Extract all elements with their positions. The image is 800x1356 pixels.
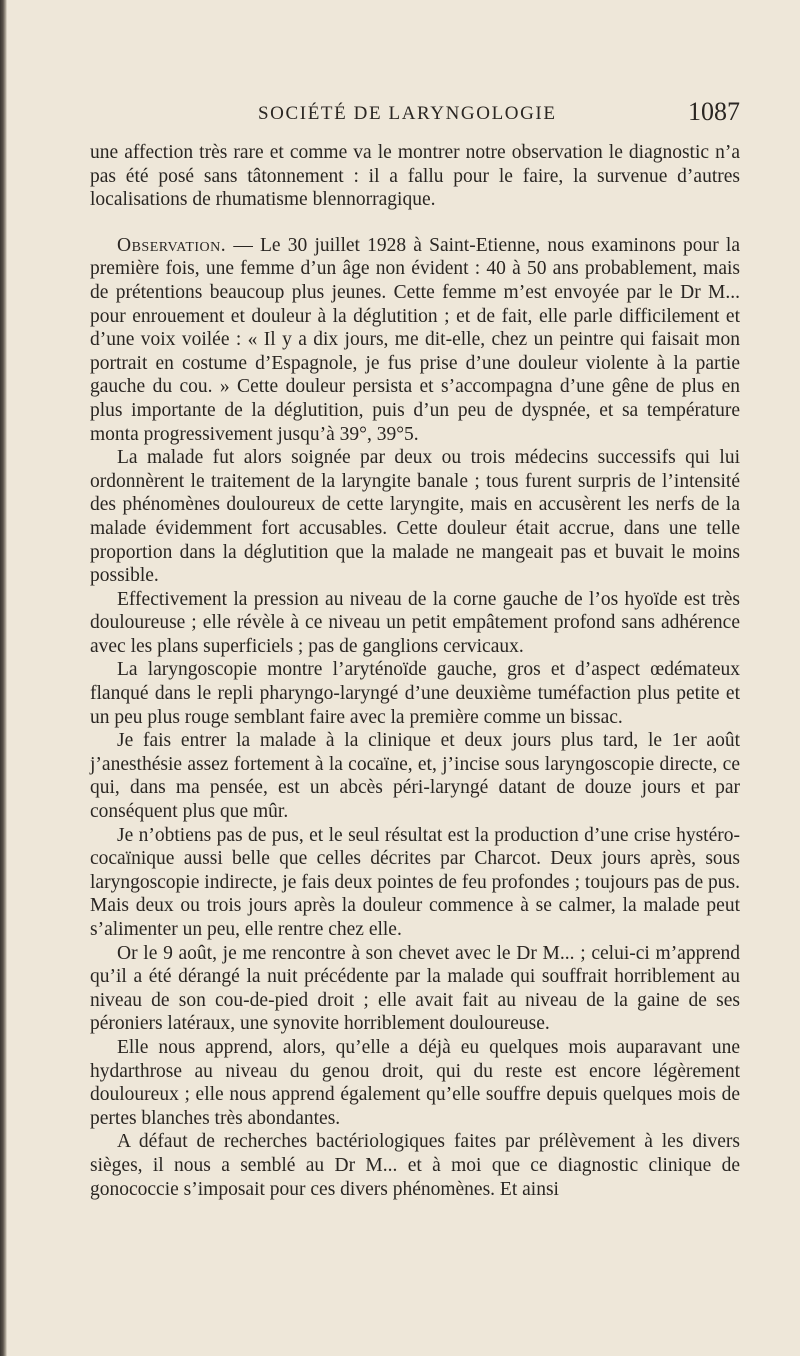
page-header (90, 97, 740, 137)
paragraph-5: La laryngoscopie montre l’aryténoïde gauche, gros et d’aspect œdémateux flanqué dans le repli pharyngo-laryngé d’une deuxième tuméfaction plus petite et un peu plus rouge semblant faire avec la première comme un bissac. (90, 659, 740, 728)
paragraph-1: une affection très rare et comme va le montrer notre observation le diagnostic n’a pas été posé sans tâtonnement : il a fallu pour le faire, la survenue d’autres localisations de rhumatisme blennorragique. (90, 142, 740, 211)
running-head: SOCIÉTÉ DE LARYNGOLOGIE (258, 103, 557, 124)
paragraph-3: La malade fut alors soignée par deux ou trois médecins successifs qui lui ordonnèrent le traitement de la laryngite banale ; tous furent surpris de l’intensité des phénomènes douloureux de cette laryngite, mais en accusèrent les nerfs de la malade évidemment fort accusables. Cette douleur était accrue, dans une telle proportion dans la déglutition que la malade ne mangeait pas et buvait le moins possible. (90, 447, 740, 587)
paragraph-2-text: — Le 30 juillet 1928 à Saint-Etienne, nous examinons pour la première fois, une femme d’un âge non évident : 40 à 50 ans probablement, mais de prétentions beaucoup plus jeunes. Cette femme m’est envoyée par le Dr M... pour enrouement et douleur à la déglutition ; et de fait, elle parle difficilement et d’une voix voilée : « Il y a dix jours, me dit-elle, chez un peintre qui faisait mon portrait en costume d’Espagnole, je fus prise d’une douleur violente à la partie gauche du cou. » Cette douleur persista et s’accompagna d’une gêne de plus en plus importante de la déglutition, puis d’un peu de dyspnée, et sa température monta progressivement jusqu’à 39°, 39°5. (90, 234, 740, 445)
paragraph-9: Elle nous apprend, alors, qu’elle a déjà eu quelques mois auparavant une hydarthrose au niveau du genou droit, qui du reste est encore légèrement douloureux ; elle nous apprend également qu’elle souffre depuis quelques mois de pertes blanches très abondantes. (90, 1036, 740, 1129)
paragraph-7: Je n’obtiens pas de pus, et le seul résultat est la production d’une crise hystéro-cocaïnique aussi belle que celles décrites par Charcot. Deux jours après, sous laryngoscopie indirecte, je fais deux pointes de feu profondes ; toujours pas de pus. Mais deux ou trois jours après la douleur commence à se calmer, la malade peut s’alimenter un peu, elle rentre chez elle. (90, 824, 740, 940)
paragraph-4: Effectivement la pression au niveau de la corne gauche de l’os hyoïde est très douloureuse ; elle révèle à ce niveau un petit empâtement profond sans adhérence avec les plans superficiels ; pas de ganglions cervicaux. (90, 588, 740, 657)
page-number: 1087 (688, 97, 740, 126)
paragraph-10: A défaut de recherches bactériologiques faites par prélèvement à les divers sièges, il nous a semblé au Dr M... et à moi que ce diagnostic clinique de gonococcie s’imposait pour ces divers phénomènes. Et ainsi (90, 1131, 740, 1200)
page-edge (0, 0, 7, 1356)
observation-heading: Observation. (117, 234, 227, 256)
paragraph-2 (90, 234, 740, 446)
body-text (90, 141, 740, 1201)
paragraph-8: Or le 9 août, je me rencontre à son chevet avec le Dr M... ; celui-ci m’apprend qu’il a été dérangé la nuit précédente par la malade qui souffrait horriblement au niveau de son cou-de-pied droit ; elle avait fait au niveau de la gaine de ses péroniers latéraux, une synovite horriblement douloureuse. (90, 942, 740, 1035)
paragraph-6: Je fais entrer la malade à la clinique et deux jours plus tard, le 1er août j’anesthésie assez fortement à la cocaïne, et, j’incise sous laryngoscopie directe, ce qui, dans ma pensée, est un abcès péri-laryngé datant de douze jours et par conséquent plus que mûr. (90, 730, 740, 823)
